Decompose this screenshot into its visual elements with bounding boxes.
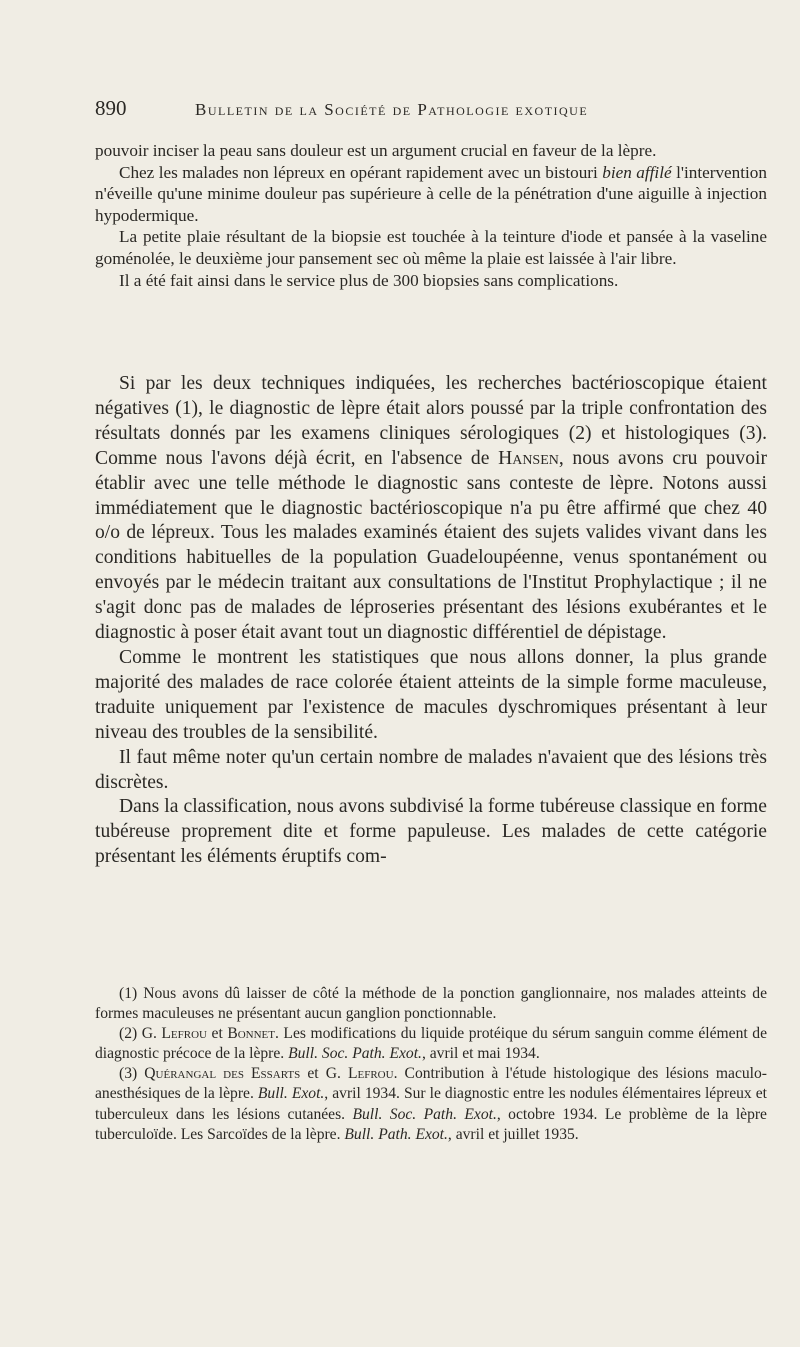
paragraph bbox=[95, 372, 767, 646]
text-run: et G. bbox=[300, 1065, 348, 1083]
footnote-3 bbox=[95, 1064, 767, 1144]
author-name: Lefrou bbox=[161, 1025, 207, 1043]
journal-name: Bull. Exot. bbox=[257, 1085, 325, 1103]
emphasis: bien affilé bbox=[602, 162, 672, 182]
text-run: Si par les deux techniques indiquées, les recherches bactérioscopique étaient négatives (1), le diagnostic de lèpre était alors poussé par la triple confrontation des résultats donnés par les examens cliniques sérologiques (2) et histologiques (3). Comme nous l'avons déjà écrit, en l'absence de bbox=[95, 373, 767, 469]
paragraph: pouvoir inciser la peau sans douleur est un argument crucial en faveur de la lèpre. bbox=[95, 141, 657, 160]
footnote-1: (1) Nous avons dû laisser de côté la méthode de la ponction ganglionnaire, nos malades atteints de formes maculeuses ne présentant aucun ganglion ponctionnable. bbox=[95, 985, 767, 1023]
text-run: (3) bbox=[119, 1065, 145, 1083]
text-run: , nous avons cru pouvoir établir avec une telle méthode le diagnostic sans conteste de lèpre. Notons aussi immédiatement que le diagnostic bactérioscopique n'a pu être affirmé que chez 40 o/o de lépreux. Tous les malades examinés étaient des sujets valides vivant dans les conditions habituelles de la population Guadeloupéenne, venus spontanément ou envoyés par le médecin traitant aux consultations de l'Institut Prophylactique ; il ne s'agit donc pas de malades de léproseries présentant des lésions exubérantes et le diagnostic à poser était avant tout un diagnostic différentiel de dépistage. bbox=[95, 447, 767, 644]
author-name: Lefrou bbox=[347, 1065, 394, 1083]
paragraph: La petite plaie résultant de la biopsie est touchée à la teinture d'iode et pansée à la vaseline goménolée, le deuxième jour pansement sec où même la plaie est laissée à l'air libre. bbox=[95, 227, 767, 268]
journal-name: Bull. Soc. Path. Exot. bbox=[352, 1105, 497, 1123]
text-run: , avril 1934. Sur le diagnostic entre les nodules élémentaires lépreux et tuberculeux dans les lésions cutanées. bbox=[95, 1085, 767, 1123]
footnote-2 bbox=[95, 1024, 767, 1064]
page-header bbox=[95, 96, 705, 121]
top-section bbox=[95, 140, 767, 291]
paragraph: Il faut même noter qu'un certain nombre de malades n'avaient que des lésions très discrètes. bbox=[95, 746, 767, 793]
author-name: Hansen bbox=[498, 447, 559, 469]
footnotes bbox=[95, 984, 767, 1145]
running-title: Bulletin de la Société de Pathologie exotique bbox=[195, 100, 589, 119]
paragraph: Comme le montrent les statistiques que nous allons donner, la plus grande majorité des malades de race colorée étaient atteints de la simple forme maculeuse, traduite uniquement par l'existence de macules dyschromiques présentant à leur niveau des troubles de la sensibilité. bbox=[95, 646, 767, 743]
text-run: l'intervention n'éveille qu'une minime douleur pas supérieure à celle de la pénétration d'une aiguille à injection hypodermique. bbox=[95, 162, 767, 225]
text-run: , octobre 1934. Le problème de la lèpre tuberculoïde. Les Sarcoïdes de la lèpre. bbox=[95, 1105, 767, 1143]
text-run: . Contribution à l'étude histologique des lésions maculo-anesthésiques de la lèpre. bbox=[95, 1065, 767, 1103]
text-run: Chez les malades non lépreux en opérant rapidement avec un bistouri bbox=[119, 162, 603, 182]
author-name: Bonnet bbox=[227, 1025, 275, 1043]
text-run: , avril et juillet 1935. bbox=[447, 1125, 579, 1143]
text-run: , avril et mai 1934. bbox=[421, 1045, 540, 1063]
journal-name: Bull. Soc. Path. Exot. bbox=[288, 1045, 422, 1063]
text-run: (2) G. bbox=[119, 1025, 162, 1043]
text-run: et bbox=[207, 1025, 228, 1043]
page-number: 890 bbox=[95, 96, 127, 120]
paragraph: Dans la classification, nous avons subdivisé la forme tubéreuse classique en forme tubéreuse proprement dite et forme papuleuse. Les malades de cette catégorie présentant les éléments éruptifs com- bbox=[95, 796, 767, 868]
author-name: Quérangal des Essarts bbox=[144, 1065, 301, 1083]
text-run: . Les modifications du liquide protéique du sérum sanguin comme élément de diagnostic précoce de la lèpre. bbox=[95, 1025, 767, 1063]
paragraph bbox=[95, 162, 767, 227]
journal-name: Bull. Path. Exot. bbox=[344, 1125, 448, 1143]
paragraph: Il a été fait ainsi dans le service plus de 300 biopsies sans complications. bbox=[119, 270, 619, 290]
main-body bbox=[95, 372, 767, 870]
